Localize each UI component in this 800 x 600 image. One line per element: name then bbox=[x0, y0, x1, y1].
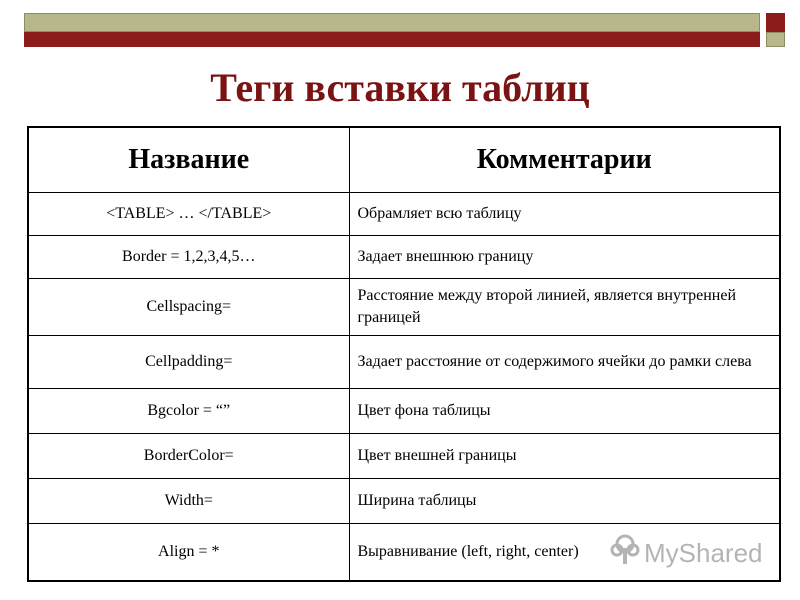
watermark-text: MyShared bbox=[644, 537, 763, 568]
comment-cell: Цвет фона таблицы bbox=[349, 389, 780, 434]
header-bar-top bbox=[24, 13, 760, 32]
comment-cell: Расстояние между второй линией, является внутренней границей bbox=[349, 279, 780, 336]
header-bar-bottom bbox=[24, 32, 760, 47]
table-row bbox=[28, 336, 780, 389]
comment-cell: Ширина таблицы bbox=[349, 479, 780, 524]
comment-cell: Задает расстояние от содержимого ячейки до рамки слева bbox=[349, 336, 780, 389]
tag-cell: BorderColor= bbox=[28, 434, 349, 479]
tag-cell: Align = * bbox=[28, 524, 349, 582]
comment-cell: Обрамляет всю таблицу bbox=[349, 193, 780, 236]
header-square-top bbox=[766, 13, 785, 32]
table-row bbox=[28, 434, 780, 479]
tag-cell: Bgcolor = “” bbox=[28, 389, 349, 434]
slide-title: Теги вставки таблиц bbox=[210, 65, 590, 110]
header-square-bottom bbox=[766, 32, 785, 47]
tags-table bbox=[27, 126, 781, 582]
comment-cell: Задает внешнюю границу bbox=[349, 236, 780, 279]
table-row bbox=[28, 479, 780, 524]
tag-cell: Width= bbox=[28, 479, 349, 524]
table-row bbox=[28, 389, 780, 434]
table-row bbox=[28, 279, 780, 336]
table-row bbox=[28, 193, 780, 236]
tag-cell: Border = 1,2,3,4,5… bbox=[28, 236, 349, 279]
tree-icon bbox=[610, 534, 644, 573]
watermark bbox=[610, 535, 763, 571]
tag-cell: Cellspacing= bbox=[28, 279, 349, 336]
header-comments: Комментарии bbox=[349, 127, 780, 193]
table-row bbox=[28, 236, 780, 279]
header-name: Название bbox=[28, 127, 349, 193]
table-header-row bbox=[28, 127, 780, 193]
comment-cell: Цвет внешней границы bbox=[349, 434, 780, 479]
comment-cell: Выравнивание (left, right, center) bbox=[349, 524, 780, 582]
tag-cell: <TABLE> … </TABLE> bbox=[28, 193, 349, 236]
tag-cell: Cellpadding= bbox=[28, 336, 349, 389]
